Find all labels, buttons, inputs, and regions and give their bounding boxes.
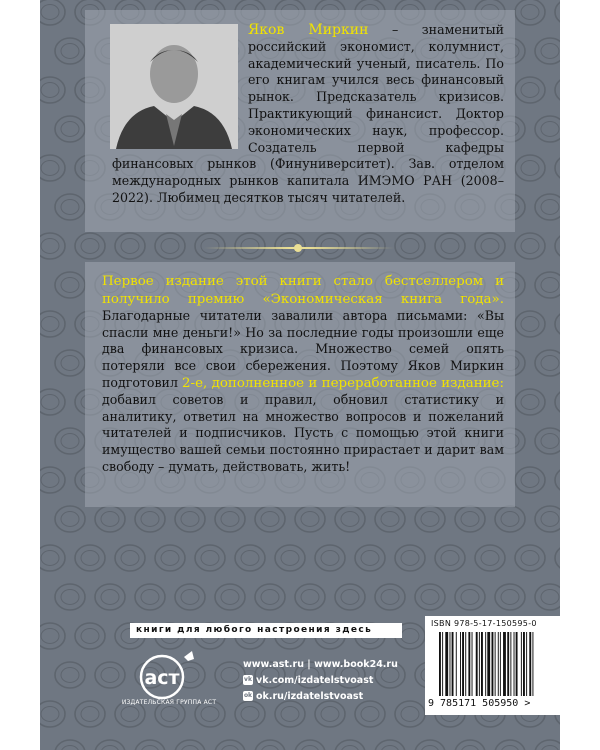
author-name: Яков Миркин xyxy=(248,22,369,38)
author-bio xyxy=(112,22,504,207)
book-description xyxy=(102,273,504,475)
ast-logo xyxy=(132,651,202,701)
divider xyxy=(204,247,394,249)
barcode-number: 9 785171 505950 > xyxy=(428,698,531,709)
edition-highlight: 2-е, дополненное и переработанное издание: xyxy=(182,375,504,391)
description-text-2: добавил советов и правил, обновил статистику и аналитику, ответил на множество вопросов и пожеланий читателей и подписчиков. Пусть с помощью этой книги имущество вашей семьи постоянно прирастает и дарит вам свободу – думать, действовать, жить! xyxy=(102,392,504,474)
vk-icon: vk xyxy=(244,676,252,683)
link-vk[interactable]: vk vk.com/izdatelstvoast xyxy=(244,674,374,686)
barcode-box xyxy=(425,616,560,715)
logo-text: аст xyxy=(144,667,180,689)
description-text-1: Благодарные читатели завалили автора письмами: «Вы спасли мне деньги!» Но за последние годы произошли еще два финансовых кризиса. Множество семей опять потеряли все свои сбережения. Поэтому Яков Миркин подготовил xyxy=(102,308,504,390)
link-web[interactable]: www.ast.ru | www.book24.ru xyxy=(243,658,398,670)
ok-icon: ok xyxy=(243,692,253,699)
isbn: ISBN 978-5-17-150595-0 xyxy=(431,619,537,628)
tagline-strip: книги для любого настроения здесь xyxy=(130,623,402,638)
publisher-imprint: ИЗДАТЕЛЬСКАЯ ГРУППА АСТ xyxy=(121,699,217,706)
back-cover xyxy=(40,0,560,750)
publisher-links xyxy=(243,657,398,705)
author-bio-text: – знаменитый российский экономист, колумнист, академический ученый, писатель. По его книгам учился весь финансовый рынок. Предсказатель кризисов. Практикующий финансист. Доктор экономических наук, профессор. Создатель первой кафедры финансовых рынков (Финуниверситет). Зав. отделом международных рынков капитала ИМЭМО РАН (2008–2022). Любимец десятков тысяч читателей. xyxy=(112,22,504,205)
award-highlight: Первое издание этой книги стало бестселлером и получило премию «Экономическая книга года». xyxy=(102,274,504,307)
link-ok[interactable]: ok ok.ru/izdatelstvoast xyxy=(243,690,364,702)
divider-dot xyxy=(294,244,302,252)
